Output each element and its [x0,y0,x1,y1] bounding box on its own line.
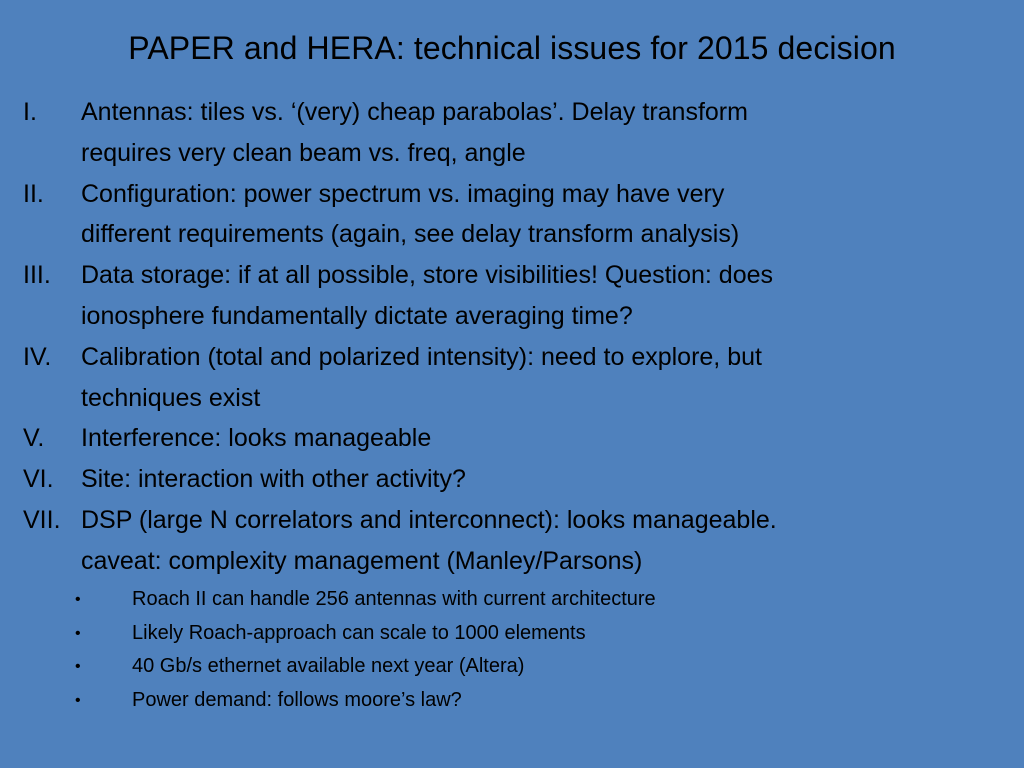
item-line: Calibration (total and polarized intensity): need to explore, but [81,342,762,371]
bullet-icon: • [75,658,81,675]
item-line: Site: interaction with other activity? [81,465,466,494]
list-item [23,418,1003,459]
item-line: ionosphere fundamentally dictate averaging time? [81,301,633,330]
item-line: Configuration: power spectrum vs. imaging may have very [81,179,725,208]
item-number: VI. [23,465,54,494]
list-item [23,500,1003,582]
item-number: III. [23,261,51,290]
list-item [75,684,975,718]
list-item [23,255,1003,337]
bullet-icon: • [75,591,81,608]
item-line: Interference: looks manageable [81,424,432,453]
item-line: Antennas: tiles vs. ‘(very) cheap parabolas’. Delay transform [81,98,748,126]
item-number: VII. [23,505,61,534]
bullet-icon: • [75,691,81,709]
item-number: II. [23,179,44,208]
item-line: techniques exist [81,383,261,412]
item-number: IV. [23,342,52,371]
list-item [23,459,1003,500]
item-line: Data storage: if at all possible, store visibilities! Question: does [81,261,774,290]
item-number: V. [23,424,45,453]
item-number: I. [23,98,37,126]
list-item [23,174,1003,256]
list-item [23,92,1003,174]
dsp-subpoint-list [75,583,975,717]
item-line: requires very clean beam vs. freq, angle [81,138,526,167]
slide-title: PAPER and HERA: technical issues for 2015 decision [128,30,896,66]
subpoint-text: 40 Gb/s ethernet available next year (Altera) [132,655,525,677]
item-line: DSP (large N correlators and interconnect): looks manageable. [81,505,777,534]
list-item [75,617,975,651]
subpoint-text: Likely Roach-approach can scale to 1000 elements [132,621,586,644]
bullet-icon: • [75,624,81,642]
issue-list [23,92,1003,582]
item-line: caveat: complexity management (Manley/Parsons) [81,546,643,575]
subpoint-text: Power demand: follows moore’s law? [132,688,462,711]
subpoint-text: Roach II can handle 256 antennas with current architecture [132,588,656,610]
list-item [75,583,975,617]
list-item [23,337,1003,419]
item-line: different requirements (again, see delay transform analysis) [81,220,740,249]
list-item [75,650,975,684]
